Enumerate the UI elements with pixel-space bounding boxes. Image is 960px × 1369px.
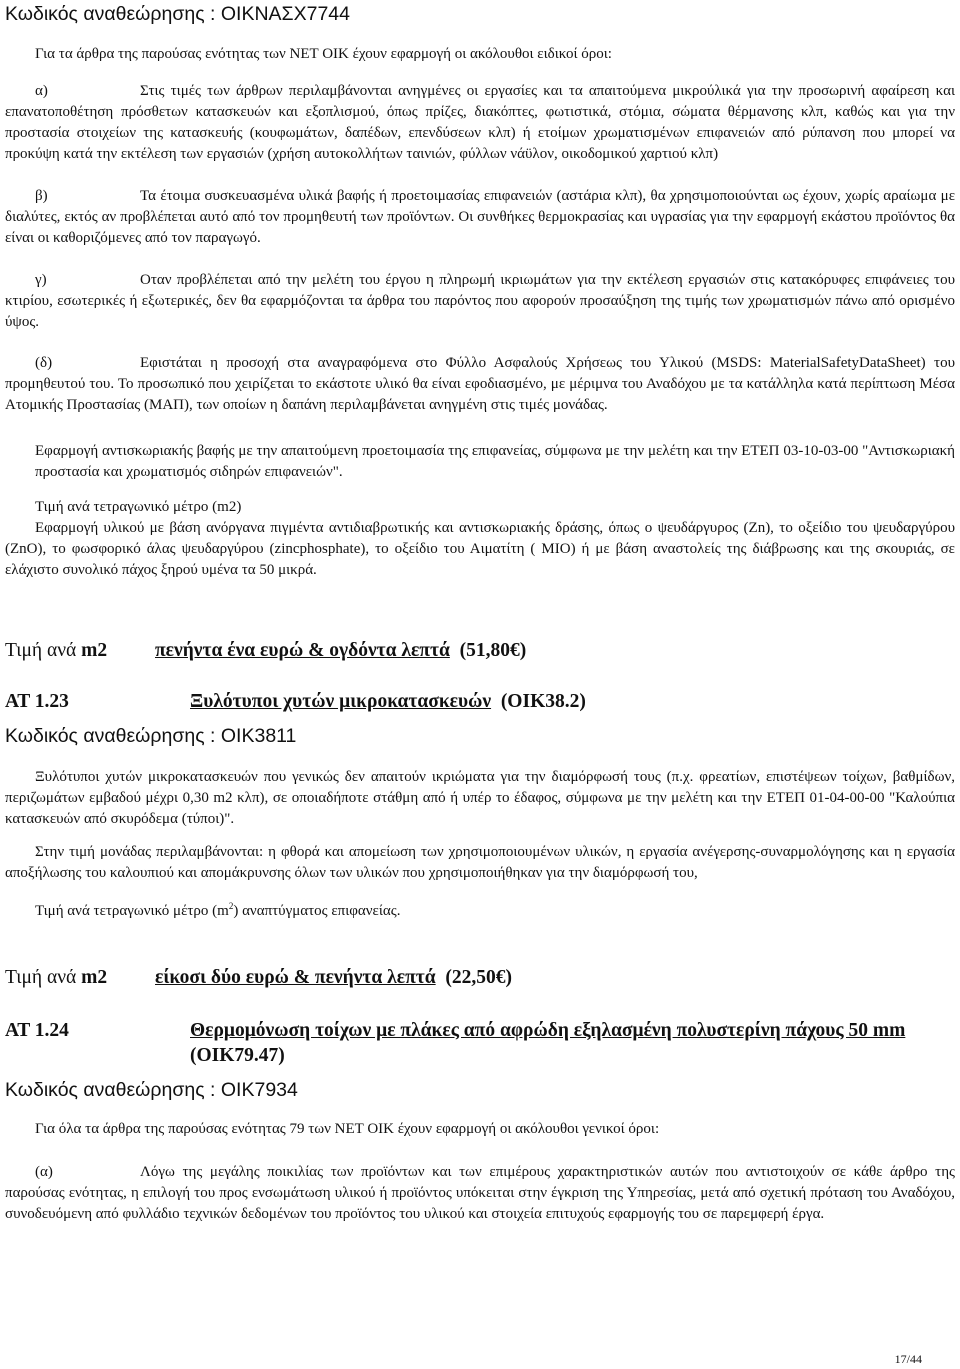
revision-code-1: Κωδικός αναθεώρησης : ΟΙΚΝΑΣΧ7744	[5, 3, 351, 25]
unit-line-1: Τιμή ανά τετραγωνικό μέτρο (m2)	[35, 499, 242, 515]
clause-d	[5, 353, 955, 416]
at-ref: (ΟΙΚ38.2)	[500, 691, 586, 712]
price-unit: m2	[81, 967, 108, 988]
at-title: Θερμομόνωση τοίχων με πλάκες από αφρώδη εξηλασμένη πολυστερίνη πάχους 50 mm	[190, 1020, 906, 1041]
price-row-1	[5, 639, 955, 663]
application-paragraph	[5, 441, 955, 483]
clause-c	[5, 270, 955, 333]
clause-d-text: Εφιστάται η προσοχή στα αναγραφόμενα στο Φύλλο Ασφαλούς Χρήσεως του Υλικού (MSDS: MaterialSafetyDataSheet) του προμηθευτού του. Το προσωπικό που χειρίζεται το εκάστοτε υλικό θα είναι εφοδιασμένο, με μέριμνα του Αναδόχου με τα κατάλληλα κατά περίπτωση Μέσα Ατομικής Προστασίας (ΜΑΠ), των οποίων η δαπάνη περιλαμβάνεται ανηγμένη στις τιμές μονάδας.	[5, 355, 955, 413]
revision-code-2: Κωδικός αναθεώρησης : ΟΙΚ3811	[5, 725, 297, 747]
at-ref: (ΟΙΚ79.47)	[190, 1045, 285, 1066]
clause-c-label: γ)	[35, 272, 47, 288]
clause-a-label: α)	[35, 83, 48, 99]
price-row-2	[5, 966, 955, 990]
material-paragraph: Εφαρμογή υλικού με βάση ανόργανα πιγμέντα αντιδιαβρωτικής και αντισκωριακής δράσης, όπως ο ψευδάργυρος (Zn), το οξείδιο του ψευδαργύρου (ZnO), το φωσφορικό άλας ψευδαργύρου (zincphosphate), το οξείδιο του Αιματίτη ( ΜΙΟ) ή με βάση αναστολείς της διάβρωσης και της σκουριάς, σε ελάχιστο συνολικό πάχος ξηρού υμένα τα 50 μικρά.	[5, 520, 955, 578]
at-number: ΑΤ 1.24	[5, 1020, 69, 1041]
clause-a	[5, 81, 955, 165]
clause-b-text: Τα έτοιμα συσκευασμένα υλικά βαφής ή προετοιμασίας επιφανειών (αστάρια κλπ), θα χρησιμοποιούνται ως έχουν, χωρίς αραίωμα με διαλύτες, εκτός αν προβλέπεται αυτό από τον προμηθευτή των προϊόντων. Οι συνθήκες θερμοκρασίας και υγρασίας για την εφαρμογή εκάστου προϊόντος θα είναι οι καθοριζόμενες από τον παραγωγό.	[5, 188, 955, 246]
section-intro: Για τα άρθρα της παρούσας ενότητας των ΝΕΤ ΟΙΚ έχουν εφαρμογή οι ακόλουθοι ειδικοί όροι:	[35, 46, 612, 62]
price-label: Τιμή ανά	[5, 640, 77, 661]
price-unit: m2	[81, 640, 108, 661]
clause-a-text: Στις τιμές των άρθρων περιλαμβάνονται ανηγμένες οι εργασίες και τα απαιτούμενα μικρούλικά για την προσωρινή αφαίρεση και επανατοποθέτηση πρόσθετων κατασκευών και εξοπλισμού, όπως πρίζες, διακόπτες, φωτιστικά, στόμια, σώματα θέρμανσης κλπ, καθώς και για την προστασία στοιχείων της κατασκευής (κουφωμάτων, δαπέδων, επενδύσεων κλπ) ή ετοίμων χρωματισμένων επιφανειών από ρύπανση που μπορεί να προκύψη κατά την εκτέλεση των εργασιών (χρήση αυτοκολλήτων ταινιών, φύλλων νάϋλον, οικοδομικού χαρτιού κλπ)	[5, 83, 955, 162]
clause-d-label: (δ)	[35, 355, 53, 371]
page-number: 17/44	[894, 1352, 922, 1366]
clause-b	[5, 186, 955, 249]
at-title: Ξυλότυποι χυτών μικροκατασκευών	[190, 691, 492, 712]
at-1-24-clause-a	[5, 1162, 955, 1225]
price-words: πενήντα ένα ευρώ & ογδόντα λεπτά	[155, 640, 450, 661]
clause-a-label: (α)	[35, 1164, 53, 1180]
at-1-23-heading	[5, 689, 955, 714]
revision-code-3: Κωδικός αναθεώρησης : ΟΙΚ7934	[5, 1079, 298, 1101]
price-value: (51,80€)	[459, 640, 527, 661]
at-number: ΑΤ 1.23	[5, 691, 69, 712]
price-label: Τιμή ανά	[5, 967, 77, 988]
at-1-23-p1: Ξυλότυποι χυτών μικροκατασκευών που γενικώς δεν απαιτούν ικριώματα για την διαμόρφωσή τους (π.χ. φρεατίων, επιστέψεων τοίχων, βαθμίδων, περιζωμάτων εμβαδού μέχρι 0,30 m2 κλπ), σε οποιαδήποτε στάθμη από ή υπέρ το έδαφος, σύμφωνα με την μελέτη και την ΕΤΕΠ 01-04-00-00 "Καλούπια κατασκευών από σκυρόδεμα (τύποι)".	[5, 769, 955, 827]
price-value: (22,50€)	[445, 967, 513, 988]
at-1-23-p2: Στην τιμή μονάδας περιλαμβάνονται: η φθορά και απομείωση των χρησιμοποιουμένων υλικών, η εργασία ανέγερσης-συναρμολόγησης και η εργασία αποξήλωσης του καλουπιού και απομάκρυνσης όλων των υλικών που χρησιμοποιήθηκαν για την διαμόρφωσή του,	[5, 844, 955, 881]
at-1-24-heading	[5, 1018, 955, 1068]
price-words: είκοσι δύο ευρώ & πενήντα λεπτά	[155, 967, 436, 988]
clause-a-text: Λόγω της μεγάλης ποικιλίας των προϊόντων και των επιμέρους χαρακτηριστικών αυτών που αντιστοιχούν σε κάθε άρθρο της παρούσας ενότητας, η επιλογή του προς ενσωμάτωση υλικού ή προϊόντος υπόκειται στην έγκριση της Υπηρεσίας, μετά από σχετική πρόταση του Αναδόχου, συνοδευόμενη από φυλλάδιο τεχνικών δεδομένων του προϊόντος του υλικού και στοιχεία επιτυχούς εφαρμογής του σε παρεμφερή έργα.	[5, 1164, 955, 1222]
at-1-24-intro: Για όλα τα άρθρα της παρούσας ενότητας 79 των ΝΕΤ ΟΙΚ έχουν εφαρμογή οι ακόλουθοι γενικοί όροι:	[35, 1121, 660, 1137]
unit-line-2: Τιμή ανά τετραγωνικό μέτρο $(m^2)$ αναπτύγματος επιφανείας.	[35, 901, 401, 919]
clause-c-text: Οταν προβλέπεται από την μελέτη του έργου η πληρωμή ικριωμάτων για την εκτέλεση εργασιών στις κατακόρυφες επιφάνειες του κτιρίου, εσωτερικές ή εξωτερικές, δεν θα εφαρμόζονται τα άρθρα του παρόντος που αφορούν προσαύξηση της τιμής των χρωματισμών πάνω από ορισμένο ύψος.	[5, 272, 955, 330]
clause-b-label: β)	[35, 188, 48, 204]
application-text: Εφαρμογή αντισκωριακής βαφής με την απαιτούμενη προετοιμασία της επιφανείας, σύμφωνα με την μελέτη και την ΕΤΕΠ 03-10-03-00 "Αντισκωριακή προστασία και χρωματισμός σιδηρών επιφανειών".	[35, 443, 955, 480]
